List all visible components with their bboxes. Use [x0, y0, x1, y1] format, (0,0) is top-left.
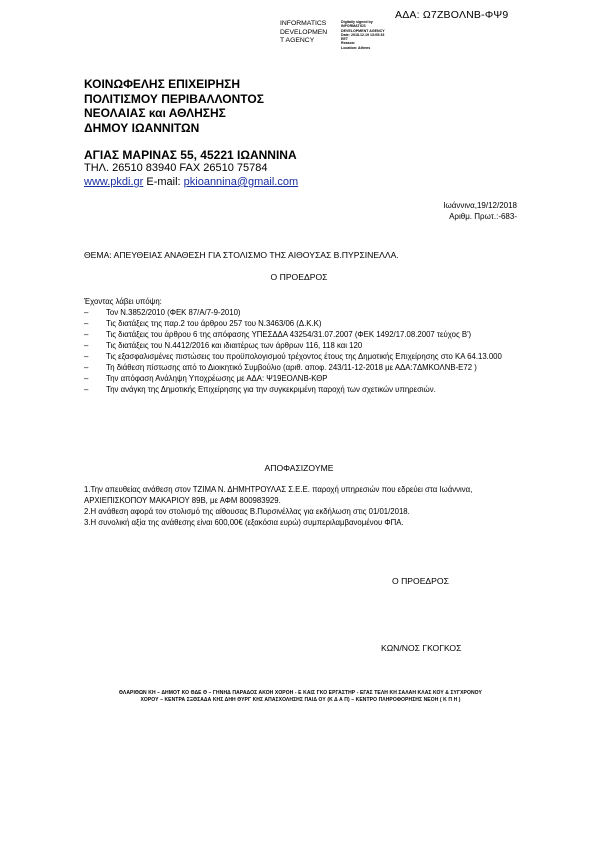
considering-item: – Την απόφαση Ανάληψη Υποχρέωσης με ΑΔΑ: Ψ19ΕΟΛΝΒ-ΚΘΡ — [84, 373, 517, 384]
stamp-detail-line: Reason: — [341, 41, 356, 46]
considering-item: – Τις εξασφαλισμένες πιστώσεις του προϋπολογισμού τρέχοντος έτους της Δημοτικής Επιχείρησης στο ΚΑ 64.13.000 — [84, 351, 517, 362]
org-name-line: ΚΟΙΝΩΦΕΛΗΣ ΕΠΙΧΕΙΡΗΣΗ — [84, 77, 241, 91]
digital-signature-stamp-details — [341, 20, 385, 50]
org-name-line: ΠΟΛΙΤΙΣΜΟΥ ΠΕΡΙΒΑΛΛΟΝΤΟΣ — [84, 91, 264, 106]
considering-section — [84, 296, 517, 395]
considering-item: – Τις διατάξεις του άρθρου 6 της απόφασης ΥΠΕΣΔΔΑ 43254/31.07.2007 (ΦΕΚ 1492/17.08.2007 τεύχος Β') — [84, 329, 517, 340]
stamp-detail-line: Location: Athens — [341, 45, 371, 50]
stamp-line: T AGENCY — [280, 37, 315, 44]
considering-item: – Την ανάγκη της Δημοτικής Επιχείρησης για την συγκεκριμένη παροχή των σχετικών υπηρεσιών. — [84, 384, 517, 395]
page-footer — [78, 690, 523, 704]
date-protocol-block — [300, 200, 517, 222]
document-subject: ΘΕΜΑ: ΑΠΕΥΘΕΙΑΣ ΑΝΑΘΕΣΗ ΓΙΑ ΣΤΟΛΙΣΜΟ ΤΗΣ ΑΙΘΟΥΣΑΣ Β.ΠΥΡΣΙΝΕΛΛΑ. — [84, 250, 399, 260]
decision-item: 2.Η ανάθεση αφορά τον στολισμό της αίθουσας Β.Πυρσινέλλας για εκδήλωση στις 01/01/2018. — [84, 507, 410, 516]
decision-heading: ΑΠΟΦΑΣΙΖΟΥΜΕ — [264, 463, 334, 473]
considering-item: – Τις διατάξεις του Ν.4412/2016 και ιδιαιτέρως των άρθρων 116, 118 και 120 — [84, 340, 517, 351]
considering-item: – Τη διάθεση πίστωσης από το Διοικητικό Συμβούλιο (αριθ. αποφ. 243/11-12-2018 με ΑΔΑ:7ΔΜΚΟΛΝΒ-Ε72 ) — [84, 362, 517, 373]
document-date: Ιωάννινα,19/12/2018 — [443, 201, 517, 210]
stamp-detail-line: INFORMATICS — [341, 24, 366, 29]
considering-label: Έχοντας λάβει υπόψη: — [84, 297, 162, 306]
org-contact — [84, 176, 298, 188]
email-label: E-mail: — [143, 176, 184, 188]
website-link[interactable]: www.pkdi.gr — [84, 176, 144, 188]
protocol-number: Αριθμ. Πρωτ.:-683- — [449, 212, 517, 221]
footer-line: ΧΟΡΟΥ – ΚΕΝΤΡΑ ΣΞΘΣΑΔΑ ΚΗΣ ΔΗΗ ΘΥΡΓ ΚΗΣ ΑΠΑΣΧΟΛΗΣΗΣ ΠΑΙΔ ΟΥ (Κ Δ Α Π) – ΚΕΝΤΡΟ ΠΛΗΡΟΦΟΡΗΣΗΣ ΝΕΟΗ ( Κ Π Η ) — [140, 697, 461, 703]
signature-name: ΚΩΝ/ΝΟΣ ΓΚΟΓΚΟΣ — [381, 643, 462, 653]
org-name-line: ΝΕΟΛΑΙΑΣ και ΑΘΛΗΣΗΣ — [84, 106, 226, 120]
organization-header — [84, 77, 264, 135]
stamp-line: DEVELOPMEN — [280, 28, 328, 36]
signature-title: Ο ΠΡΟΕΔΡΟΣ — [392, 576, 449, 586]
email-link[interactable]: pkioannina@gmail.com — [183, 176, 299, 188]
org-name-line: ΔΗΜΟΥ ΙΩΑΝΝΙΤΩΝ — [84, 120, 200, 135]
decision-item: 3.Η συνολική αξία της ανάθεσης είναι 600,00€ (εξακόσια ευρώ) συμπεριλαμβανομένου ΦΠΑ. — [84, 518, 404, 527]
considering-list — [84, 307, 517, 395]
stamp-detail-line: Digitally signed by — [341, 20, 373, 24]
stamp-line: INFORMATICS — [280, 20, 327, 27]
digital-signature-stamp-name — [280, 20, 327, 46]
decisions-section — [84, 484, 517, 528]
stamp-detail-line: Date: 2018.12.19 13:05:33 — [341, 32, 385, 37]
org-phone-fax: ΤΗΛ. 26510 83940 FAX 26510 75784 — [84, 162, 268, 174]
considering-item: – Τις διατάξεις της παρ.2 του άρθρου 257 του Ν.3463/06 (Δ.Κ.Κ) — [84, 318, 517, 329]
stamp-detail-line: DEVELOPMENT AGENCY — [341, 28, 385, 33]
president-heading: Ο ΠΡΟΕΔΡΟΣ — [270, 272, 328, 282]
decision-item: 1.Την απευθείας ανάθεση στον ΤΖΙΜΑ Ν. ΔΗΜΗΤΡΟΥΛΑΣ Σ.Ε.Ε. παροχή υπηρεσιών που εδρεύει στα Ιωάννινα, ΑΡΧΙΕΠΙΣΚΟΠΟΥ ΜΑΚΑΡΙΟΥ 89Β, με ΑΦΜ 800983929. — [84, 485, 473, 505]
org-address: ΑΓΙΑΣ ΜΑΡΙΝΑΣ 55, 45221 ΙΩΑΝΝΙΝΑ — [84, 148, 297, 162]
ada-code: ΑΔΑ: Ω7ΖΒΟΛΝΒ-ΦΨ9 — [395, 9, 509, 21]
footer-line: ΘΛΑΡΙΘΩΝ ΚΗ – ΔΗΜΟΤ ΚΟ ΘΔΕ Θ – ΓΗΝΗΔ ΠΑΡΑΔΟΣ ΑΚΟΗ ΧΟΡΟΗ - Ε ΚΑΙΣ ΓΚΟ ΕΡΓΑΣΤΗΡ - ΕΓΑΣ ΤΕΛΗ ΚΗ ΣΑΛΑΗ ΚΛΑΣ ΚΟΥ & ΣΥΓΧΡΟΝΟΥ — [119, 690, 482, 696]
stamp-detail-line: EET — [341, 37, 348, 42]
considering-item: – Τον Ν.3852/2010 (ΦΕΚ 87/Α/7-9-2010) — [84, 307, 517, 318]
